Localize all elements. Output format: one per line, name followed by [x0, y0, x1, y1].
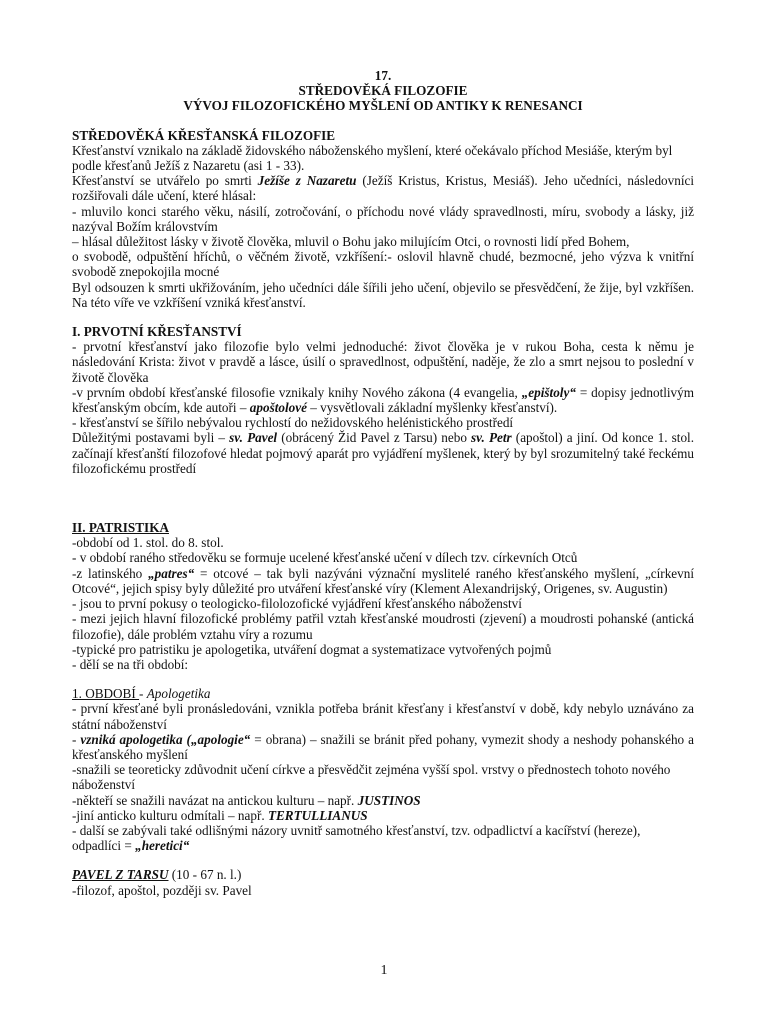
paragraph: Křesťanství se utvářelo po smrti Ježíše z Nazaretu (Ježíš Kristus, Kristus, Mesiáš). Jeho učedníci, následovníci rozšiřovali dále učení, které hlásal: [72, 173, 694, 204]
paragraph: -typické pro patristiku je apologetika, utváření dogmat a systematizace vytvořených pojmů [72, 641, 552, 657]
paragraph: - další se zabývali také odlišnými názory uvnitř samotného křesťanství, tzv. odpadlictví a kacířství (hereze), [72, 822, 641, 838]
paragraph: - v období raného středověku se formuje ucelené křesťanské učení v dílech tzv. církevních Otců [72, 550, 578, 566]
section-heading: STŘEDOVĚKÁ KŘESŤANSKÁ FILOZOFIE [72, 127, 336, 143]
paragraph: -v prvním období křesťanské filosofie vznikaly knihy Nového zákona (4 evangelia, „epištoly“ = dopisy jednotlivým křesťanským obcím, kde autoři – apoštolové – vysvětlovali základní myšlenky křesťanství). [72, 384, 695, 416]
page-number: 1 [380, 963, 388, 978]
paragraph: odpadlíci = „heretici“ [72, 838, 190, 854]
paragraph: - první křesťané byli pronásledováni, vznikla potřeba bránit křesťany i křesťanství v době, kdy nebylo uznáváno za státní náboženství [72, 701, 694, 732]
paragraph: - mluvilo konci starého věku, násilí, zotročování, o příchodu nové vlády spravedlnosti, míru, svobody a lásky, již nazýval Božím královstvím [72, 203, 694, 234]
paragraph: Byl odsouzen k smrti ukřižováním, jeho učedníci dále šířili jeho učení, objevilo se přesvědčení, že žije, byl vzkříšen. Na této víře ve vzkříšení vzniká křesťanství. [72, 279, 694, 310]
subsection-heading: PAVEL Z TARSU (10 - 67 n. l.) [72, 867, 242, 883]
doc-number: 17. [374, 68, 392, 83]
paragraph: - jsou to první pokusy o teologicko-filolozofické vyjádření křesťanského náboženství [72, 596, 522, 612]
paragraph: -někteří se snažili navázat na antickou kulturu – např. JUSTINOS [72, 792, 421, 808]
paragraph: – hlásal důležitost lásky v životě člověka, mluvil o Bohu jako milujícím Otci, o rovnosti lidí před Bohem, [72, 234, 630, 250]
paragraph: - prvotní křesťanství jako filozofie bylo velmi jednoduché: život člověka je v rukou Boha, cesta k němu je následování Krista: život v pravdě a lásce, úsilí o spravedlnost, odpuštění, naděje, že zlo a smrt nejsou to poslední v životě člověka [72, 339, 694, 385]
paragraph: Důležitými postavami byli – sv. Pavel (obrácený Žid Pavel z Tarsu) nebo sv. Petr (apoštol) a jiní. Od konce 1. stol. začínají křesťanští filozofové hledat pojmový aparát pro vyjádření myšlenek, který by byl srozumitelný také řeckému filozofickému prostředí [72, 430, 695, 476]
paragraph: -filozof, apoštol, později sv. Pavel [72, 882, 252, 898]
subsection-heading: 1. OBDOBÍ - Apologetika [72, 686, 211, 702]
section-heading: II. PATRISTIKA [72, 520, 169, 536]
doc-title: STŘEDOVĚKÁ FILOZOFIE [298, 83, 468, 99]
section-heading: I. PRVOTNÍ KŘESŤANSTVÍ [72, 324, 242, 340]
paragraph: -jiní anticko kulturu odmítali – např. TERTULLIANUS [72, 807, 368, 823]
doc-subtitle: VÝVOJ FILOZOFICKÉHO MYŠLENÍ OD ANTIKY K RENESANCI [183, 98, 583, 114]
paragraph: o svobodě, odpuštění hříchů, o věčném životě, vzkříšení:- oslovil hlavně chudé, bezmocné, jeho výzva k vnitřní svobodě znepokojila mocné [72, 249, 694, 280]
document-page [72, 68, 694, 898]
paragraph: - křesťanství se šířilo nebývalou rychlostí do nežidovského helénistického prostředí [72, 415, 514, 431]
paragraph: Křesťanství vznikalo na základě židovského náboženského myšlení, které očekávalo příchod Mesiáše, kterým byl podle křesťanů Ježíš z Nazaretu (asi 1 - 33). [72, 142, 673, 174]
paragraph: -snažili se teoreticky zdůvodnit učení církve a přesvědčit zejména vyšší spol. vrstvy o přednostech tohoto nového náboženství [72, 762, 671, 793]
paragraph: -období od 1. stol. do 8. stol. [72, 535, 224, 551]
paragraph: - dělí se na tři období: [72, 656, 189, 672]
paragraph: - vzniká apologetika („apologie“ = obrana) – snažili se bránit před pohany, vymezit shody a neshody pohanského a křesťanského myšlení [72, 731, 694, 762]
paragraph: -z latinského „patres“ = otcové – tak byli nazýváni význační myslitelé raného křesťanského myšlení, „církevní Otcové“, jejich spisy byly důležité pro utváření křesťanské víry (Klement Alexandrijský, Origenes, sv. Augustin) [72, 565, 694, 596]
paragraph: - mezi jejich hlavní filozofické problémy patřil vztah křesťanské moudrosti (zjevení) a moudrosti pohanské (antická filozofie), dále problém vztahu víry a rozumu [72, 611, 694, 642]
